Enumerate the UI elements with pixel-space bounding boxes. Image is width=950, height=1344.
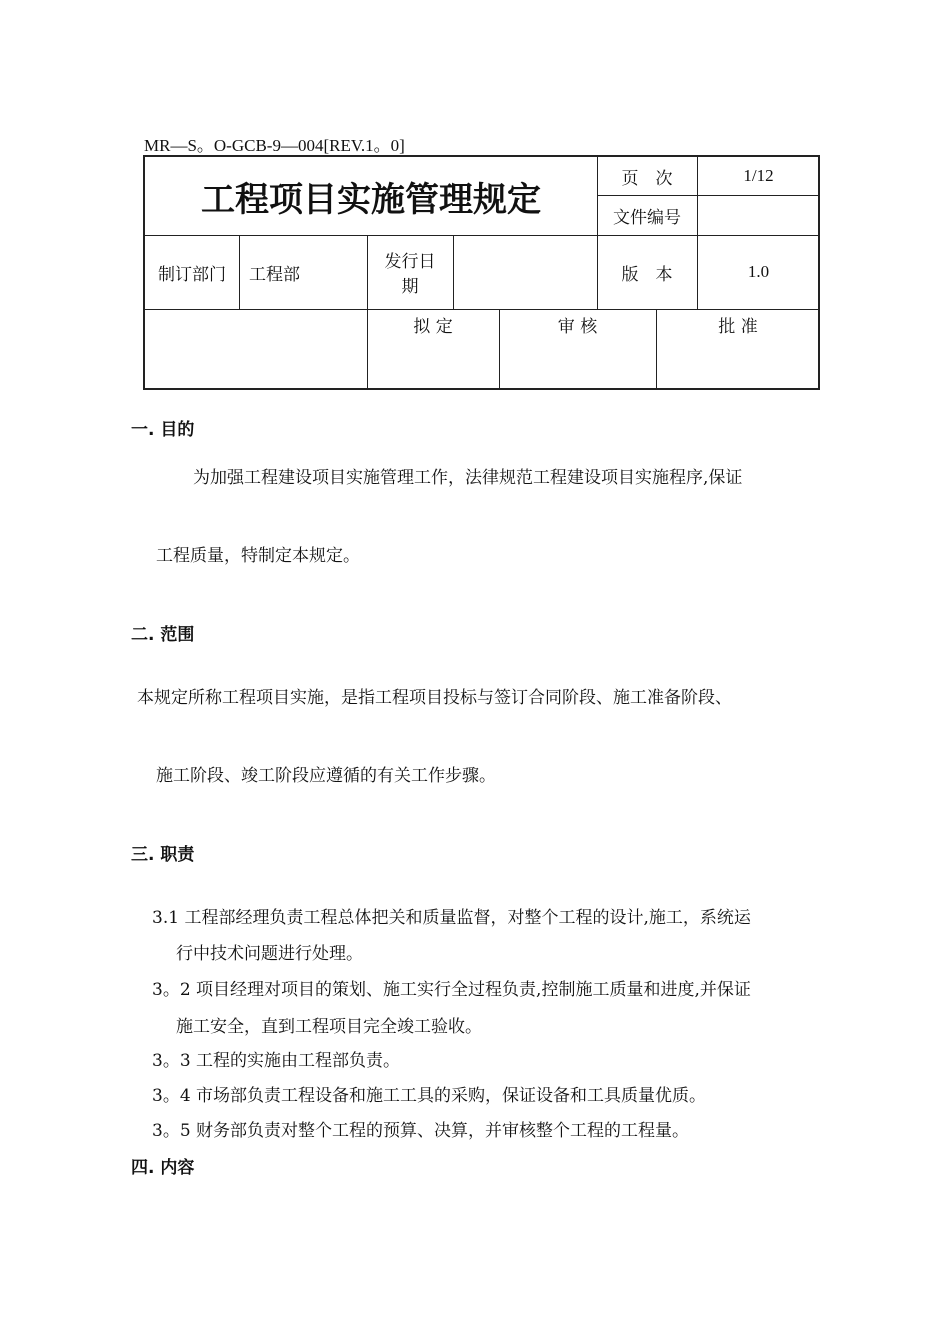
header-table xyxy=(143,155,820,390)
file-number-value xyxy=(697,195,820,235)
duty-item-continuation: 施工安全，直到工程项目完全竣工验收。 xyxy=(176,1017,482,1037)
section-heading-purpose: 一. 目的 xyxy=(131,420,195,440)
document-number: MR—S。O-GCB-9—004[REV.1。0] xyxy=(144,136,405,155)
issue-date-value xyxy=(453,235,597,309)
purpose-text-line1: 为加强工程建设项目实施管理工作，法律规范工程建设项目实施程序,保证 xyxy=(193,468,743,488)
scope-text-line2: 施工阶段、竣工阶段应遵循的有关工作步骤。 xyxy=(156,766,496,786)
duty-item: 3。3 工程的实施由工程部负责。 xyxy=(152,1051,401,1071)
approved-label: 批 准 xyxy=(718,316,758,337)
duty-item: 3。4 市场部负责工程设备和施工工具的采购，保证设备和工具质量优质。 xyxy=(152,1086,707,1106)
purpose-text-line2: 工程质量，特制定本规定。 xyxy=(156,546,360,566)
issue-date-label-line1: 发行日 xyxy=(384,252,436,272)
duty-item: 3。5 财务部负责对整个工程的预算、决算，并审核整个工程的工程量。 xyxy=(152,1121,690,1141)
duty-item-continuation: 行中技术问题进行处理。 xyxy=(176,944,363,964)
section-heading-content: 四. 内容 xyxy=(131,1158,195,1178)
file-number-label: 文件编号 xyxy=(613,207,681,228)
issue-date-label xyxy=(367,235,453,309)
department-label: 制订部门 xyxy=(158,264,226,285)
drafted-label: 拟 定 xyxy=(413,316,453,337)
reviewed-label: 审 核 xyxy=(557,316,598,337)
section-heading-duties: 三. 职责 xyxy=(131,845,195,865)
document-title: 工程项目实施管理规定 xyxy=(201,179,541,220)
scope-text-line1: 本规定所称工程项目实施，是指工程项目投标与签订合同阶段、施工准备阶段、 xyxy=(137,688,732,708)
duty-item: 3。2 项目经理对项目的策划、施工实行全过程负责,控制施工质量和进度,并保证 xyxy=(152,980,751,1000)
page-value: 1/12 xyxy=(743,166,774,185)
issue-date-label-line2: 期 xyxy=(401,277,419,297)
page-label: 页 次 xyxy=(621,168,673,189)
version-label: 版 本 xyxy=(621,264,673,285)
department-value: 工程部 xyxy=(249,264,300,285)
section-heading-scope: 二. 范围 xyxy=(131,625,195,645)
version-value: 1.0 xyxy=(747,262,770,281)
duty-item: 3.1 工程部经理负责工程总体把关和质量监督，对整个工程的设计,施工，系统运 xyxy=(152,908,751,928)
